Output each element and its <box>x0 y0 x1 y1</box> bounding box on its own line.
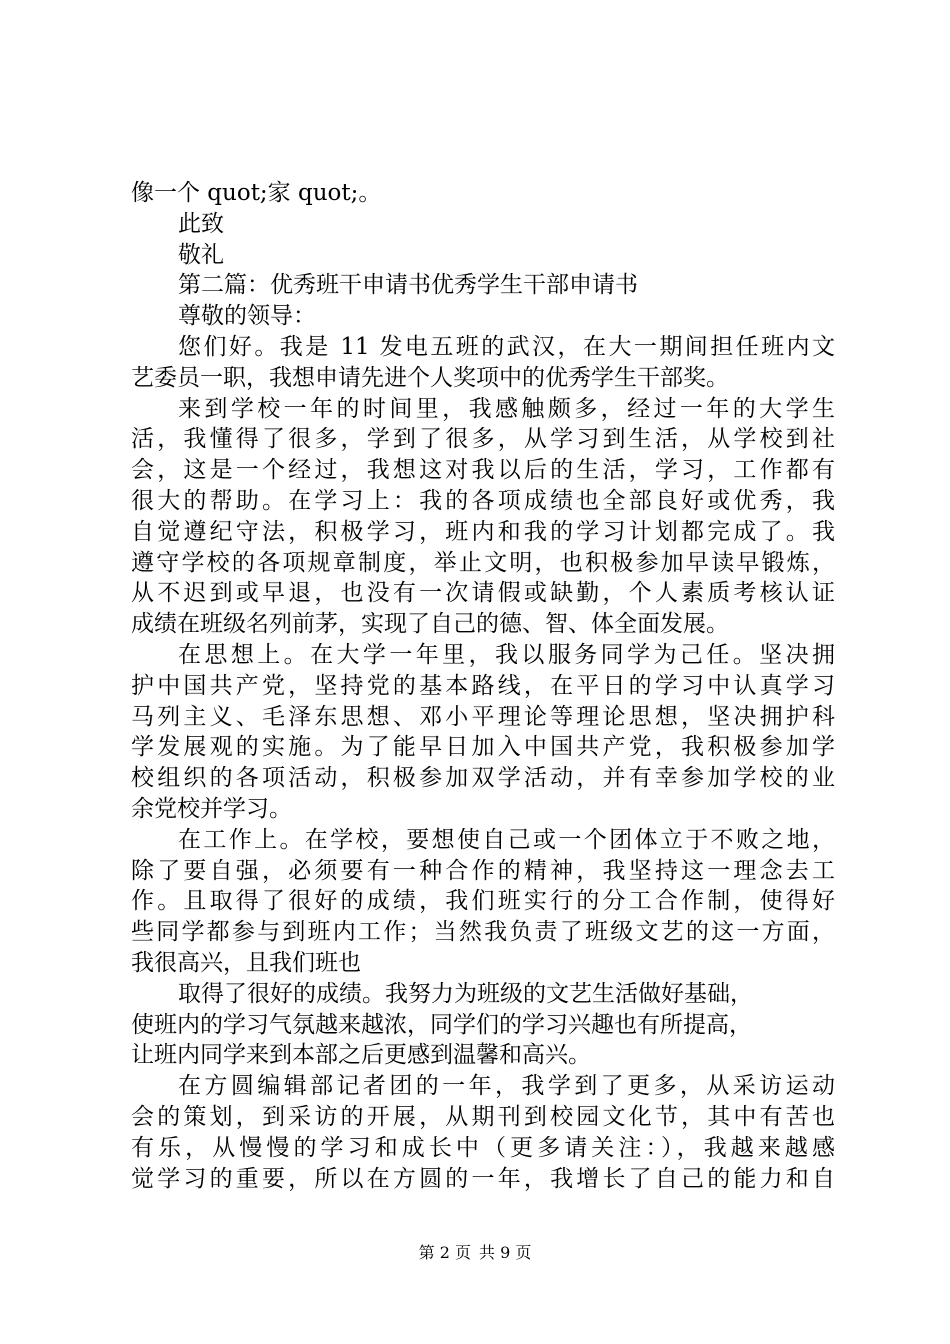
text-line: 马列主义、毛泽东思想、邓小平理论等理论思想，坚决拥护科 <box>131 703 835 730</box>
text-line: 校组织的各项活动，积极参加双学活动，并有幸参加学校的业 <box>131 765 835 792</box>
text-line: 除了要自强，必须要有一种合作的精神，我坚持这一理念去工 <box>131 857 835 884</box>
text-line: 我很高兴，且我们班也 <box>131 949 361 976</box>
text-line: 自觉遵纪守法，积极学习，班内和我的学习计划都完成了。我 <box>131 518 835 545</box>
text-line: 作。且取得了很好的成绩，我们班实行的分工合作制，使得好 <box>131 888 835 915</box>
text-line: 活，我懂得了很多，学到了很多，从学习到生活，从学校到社 <box>131 426 835 453</box>
text-line: 在方圆编辑部记者团的一年，我学到了更多，从采访运动 <box>178 1073 835 1100</box>
text-line: 艺委员一职，我想申请先进个人奖项中的优秀学生干部奖。 <box>131 364 729 391</box>
page-total: 共 9 页 <box>479 1243 532 1262</box>
text-line: 从不迟到或早退，也没有一次请假或缺勤，个人素质考核认证 <box>131 580 835 607</box>
salutation: 尊敬的领导： <box>178 303 316 330</box>
text-line: 使班内的学习气氛越来越浓，同学们的学习兴趣也有所提高， <box>131 1011 752 1038</box>
text-line: 会，这是一个经过，我想这对我以后的生活，学习，工作都有 <box>131 457 835 484</box>
text-line: 余党校并学习。 <box>131 795 292 822</box>
text-line: 敬礼 <box>178 241 224 268</box>
text-line: 觉学习的重要，所以在方圆的一年，我增长了自己的能力和自 <box>131 1165 835 1192</box>
text-line: 很大的帮助。在学习上：我的各项成绩也全部良好或优秀，我 <box>131 487 835 514</box>
document-body <box>131 178 835 1194</box>
text-line: 些同学都参与到班内工作；当然我负责了班级文艺的这一方面， <box>131 919 835 946</box>
text-line: 您们好。我是 11 发电五班的武汉，在大一期间担任班内文 <box>178 333 835 360</box>
text-line: 像一个 quot;家 quot;。 <box>131 180 382 206</box>
text-line: 来到学校一年的时间里，我感触颇多，经过一年的大学生 <box>178 395 835 422</box>
text-line: 在工作上。在学校，要想使自己或一个团体立于不败之地， <box>178 826 835 853</box>
text-line: 会的策划，到采访的开展，从期刊到校园文化节，其中有苦也 <box>131 1103 835 1130</box>
page-number: 第 2 页 <box>418 1243 471 1262</box>
text-line: 让班内同学来到本部之后更感到温馨和高兴。 <box>131 1042 591 1069</box>
text-line: 学发展观的实施。为了能早日加入中国共产党，我积极参加学 <box>131 734 835 761</box>
text-line: 在思想上。在大学一年里，我以服务同学为己任。坚决拥 <box>178 641 835 668</box>
section-heading: 第二篇：优秀班干申请书优秀学生干部申请书 <box>178 272 638 299</box>
text-line: 有乐，从慢慢的学习和成长中（更多请关注：），我越来越感 <box>131 1134 835 1161</box>
text-line: 此致 <box>178 210 224 237</box>
page-footer <box>0 1243 950 1263</box>
text-line: 护中国共产党，坚持党的基本路线，在平日的学习中认真学习 <box>131 672 835 699</box>
text-line: 成绩在班级名列前茅，实现了自己的德、智、体全面发展。 <box>131 611 729 638</box>
text-line: 取得了很好的成绩。我努力为班级的文艺生活做好基础， <box>178 980 753 1007</box>
text-line: 遵守学校的各项规章制度，举止文明，也积极参加早读早锻炼， <box>131 549 835 576</box>
